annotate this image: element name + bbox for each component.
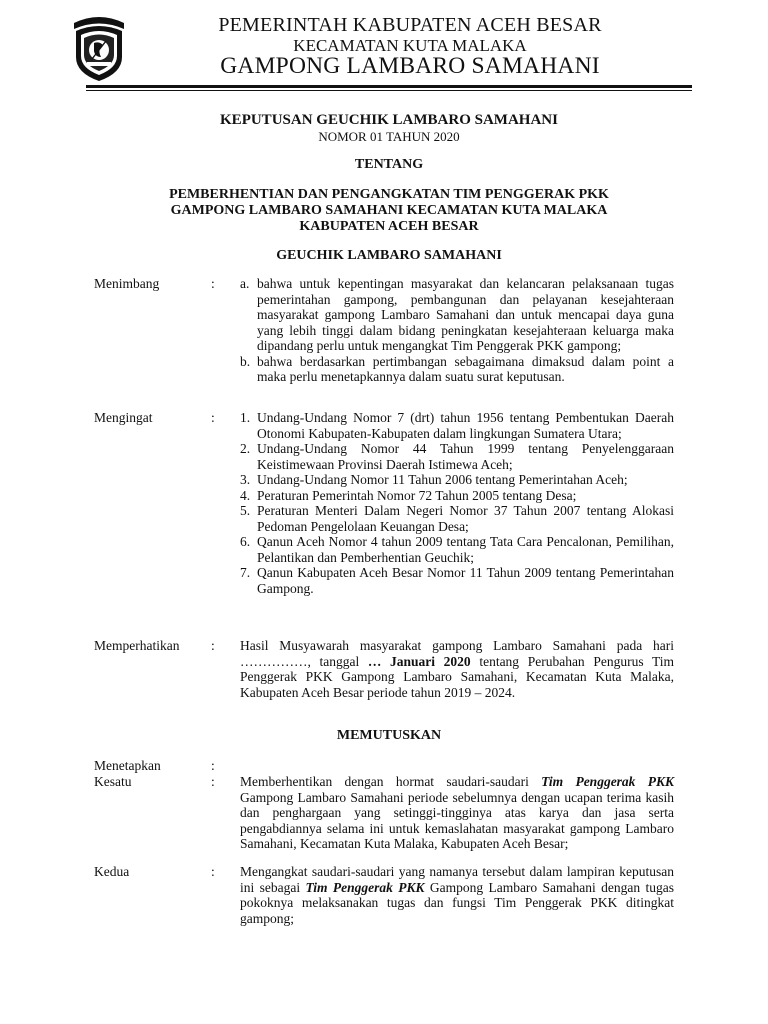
consideration-text-rest: tentang Perubahan Pengurus Tim Penggerak PKK Gampong Lambaro Samahani, Kecamatan Kuta Malaka, Kabupaten Aceh Besar periode tahun 2019 – 2024. xyxy=(240,653,674,700)
list-item xyxy=(240,565,674,596)
item-text: bahwa untuk kepentingan masyarakat dan kelancaran pelaksanaan tugas pemerintahan gampong, pembangunan dan pelayanan kesejahteraan masyarakat gampong Lambaro Samahani dan untuk mencapai daya guna yang lebih tinggi dalam bidang peningkatan kesejahteraan keluarga maka dipandang perlu untuk mengangkat Tim Penggerak PKK gampong; xyxy=(257,276,674,353)
section-label: Memperhatikan xyxy=(94,638,180,653)
subject-line-2: GAMPONG LAMBARO SAMAHANI KECAMATAN KUTA MALAKA xyxy=(170,203,608,218)
list-item xyxy=(240,354,674,385)
letterhead-government: PEMERINTAH KABUPATEN ACEH BESAR xyxy=(218,14,602,36)
list-item xyxy=(240,441,674,472)
item-marker: 4. xyxy=(240,487,251,503)
item-marker: 5. xyxy=(240,503,251,518)
clause-emphasis: Tim Penggerak PKK xyxy=(305,879,425,895)
consideration-date: … Januari 2020 xyxy=(367,653,471,669)
list-item xyxy=(240,488,674,504)
section-colon: : xyxy=(211,774,215,789)
list-item xyxy=(240,472,674,488)
consideration-text: Hasil Musyawarah masyarakat gampong Lambaro Samahani pada hari ……………, tanggal xyxy=(240,638,674,669)
list-item xyxy=(240,534,674,565)
clause-text-rest: Gampong Lambaro Samahani periode sebelumnya dengan ucapan terima kasih dan penghargaan yang setinggi-tingginya atas karya dan jasa serta pengabdiannya selama ini untuk kemaslahatan masyarakat gampong Lambaro Samahani, Kecamatan Kuta Malaka, Kabupaten Aceh Besar; xyxy=(240,789,674,851)
item-marker: a. xyxy=(240,276,250,291)
list-item xyxy=(240,276,674,354)
section-colon: : xyxy=(211,410,215,425)
decree-title: KEPUTUSAN GEUCHIK LAMBARO SAMAHANI xyxy=(220,112,558,128)
item-marker: 7. xyxy=(240,565,251,580)
section-label: Mengingat xyxy=(94,410,153,425)
item-marker: 2. xyxy=(240,441,251,456)
section-content xyxy=(240,864,674,926)
section-content xyxy=(240,276,674,385)
section-colon: : xyxy=(211,864,215,879)
section-colon: : xyxy=(211,276,215,291)
item-marker: 3. xyxy=(240,472,251,487)
section-content xyxy=(240,410,674,596)
section-content xyxy=(240,774,674,852)
letterhead-divider-thin xyxy=(86,90,692,91)
letterhead-village: GAMPONG LAMBARO SAMAHANI xyxy=(220,53,600,79)
about-label: TENTANG xyxy=(354,157,424,172)
item-text: Qanun Aceh Nomor 4 tahun 2009 tentang Tata Cara Pencalonan, Pemilihan, Pelantikan dan Pemberhentian Geuchik; xyxy=(257,534,674,565)
decision-heading: MEMUTUSKAN xyxy=(336,728,442,743)
item-marker: 1. xyxy=(240,410,251,425)
authority-title: GEUCHIK LAMBARO SAMAHANI xyxy=(276,248,502,263)
section-colon: : xyxy=(211,638,215,653)
item-text: Peraturan Menteri Dalam Negeri Nomor 37 Tahun 2007 tentang Alokasi Pedoman Pengelolaan Keuangan Desa; xyxy=(257,503,674,534)
clause-text: Memberhentikan dengan hormat saudari-saudari xyxy=(240,774,542,789)
item-marker: b. xyxy=(240,353,251,369)
section-label: Kedua xyxy=(94,864,130,879)
clause-text: Mengangkat saudari-saudari yang namanya tersebut dalam lampiran keputusan ini sebagai xyxy=(240,864,674,895)
subject-line-1: PEMBERHENTIAN DAN PENGANGKATAN TIM PENGGERAK PKK xyxy=(169,187,609,202)
item-text: Qanun Kabupaten Aceh Besar Nomor 11 Tahun 2009 tentang Pemerintahan Gampong. xyxy=(257,565,674,596)
decree-number: NOMOR 01 TAHUN 2020 xyxy=(318,129,460,144)
clause-text-rest: Gampong Lambaro Samahani dengan tugas pokoknya melaksanakan tugas dan fungsi Tim Penggerak PKK ditingkat gampong; xyxy=(240,879,675,926)
item-text: Undang-Undang Nomor 7 (drt) tahun 1956 tentang Pembentukan Daerah Otonomi Kabupaten-Kabupaten dalam lingkungan Sumatera Utara; xyxy=(257,410,674,441)
subject-line-3: KABUPATEN ACEH BESAR xyxy=(299,219,479,234)
item-text: Peraturan Pemerintah Nomor 72 Tahun 2005 tentang Desa; xyxy=(257,487,577,503)
section-content xyxy=(240,638,674,700)
item-text: Undang-Undang Nomor 11 Tahun 2006 tentang Pemerintahan Aceh; xyxy=(257,472,628,487)
clause-emphasis: Tim Penggerak PKK xyxy=(541,774,674,789)
list-item xyxy=(240,503,674,534)
aceh-besar-emblem-icon xyxy=(70,13,128,83)
section-label: Kesatu xyxy=(94,774,132,789)
section-label: Menetapkan xyxy=(94,758,161,773)
letterhead-district: KECAMATAN KUTA MALAKA xyxy=(293,36,527,55)
item-marker: 6. xyxy=(240,534,251,549)
item-text: bahwa berdasarkan pertimbangan sebagaimana dimaksud dalam point a maka perlu menetapkannya dalam suatu surat keputusan. xyxy=(257,353,674,384)
item-text: Undang-Undang Nomor 44 Tahun 1999 tentang Penyelenggaraan Keistimewaan Provinsi Daerah Istimewa Aceh; xyxy=(257,441,674,472)
list-item xyxy=(240,410,674,441)
section-label: Menimbang xyxy=(94,276,160,291)
section-colon: : xyxy=(211,758,215,773)
letterhead-divider xyxy=(86,85,692,88)
